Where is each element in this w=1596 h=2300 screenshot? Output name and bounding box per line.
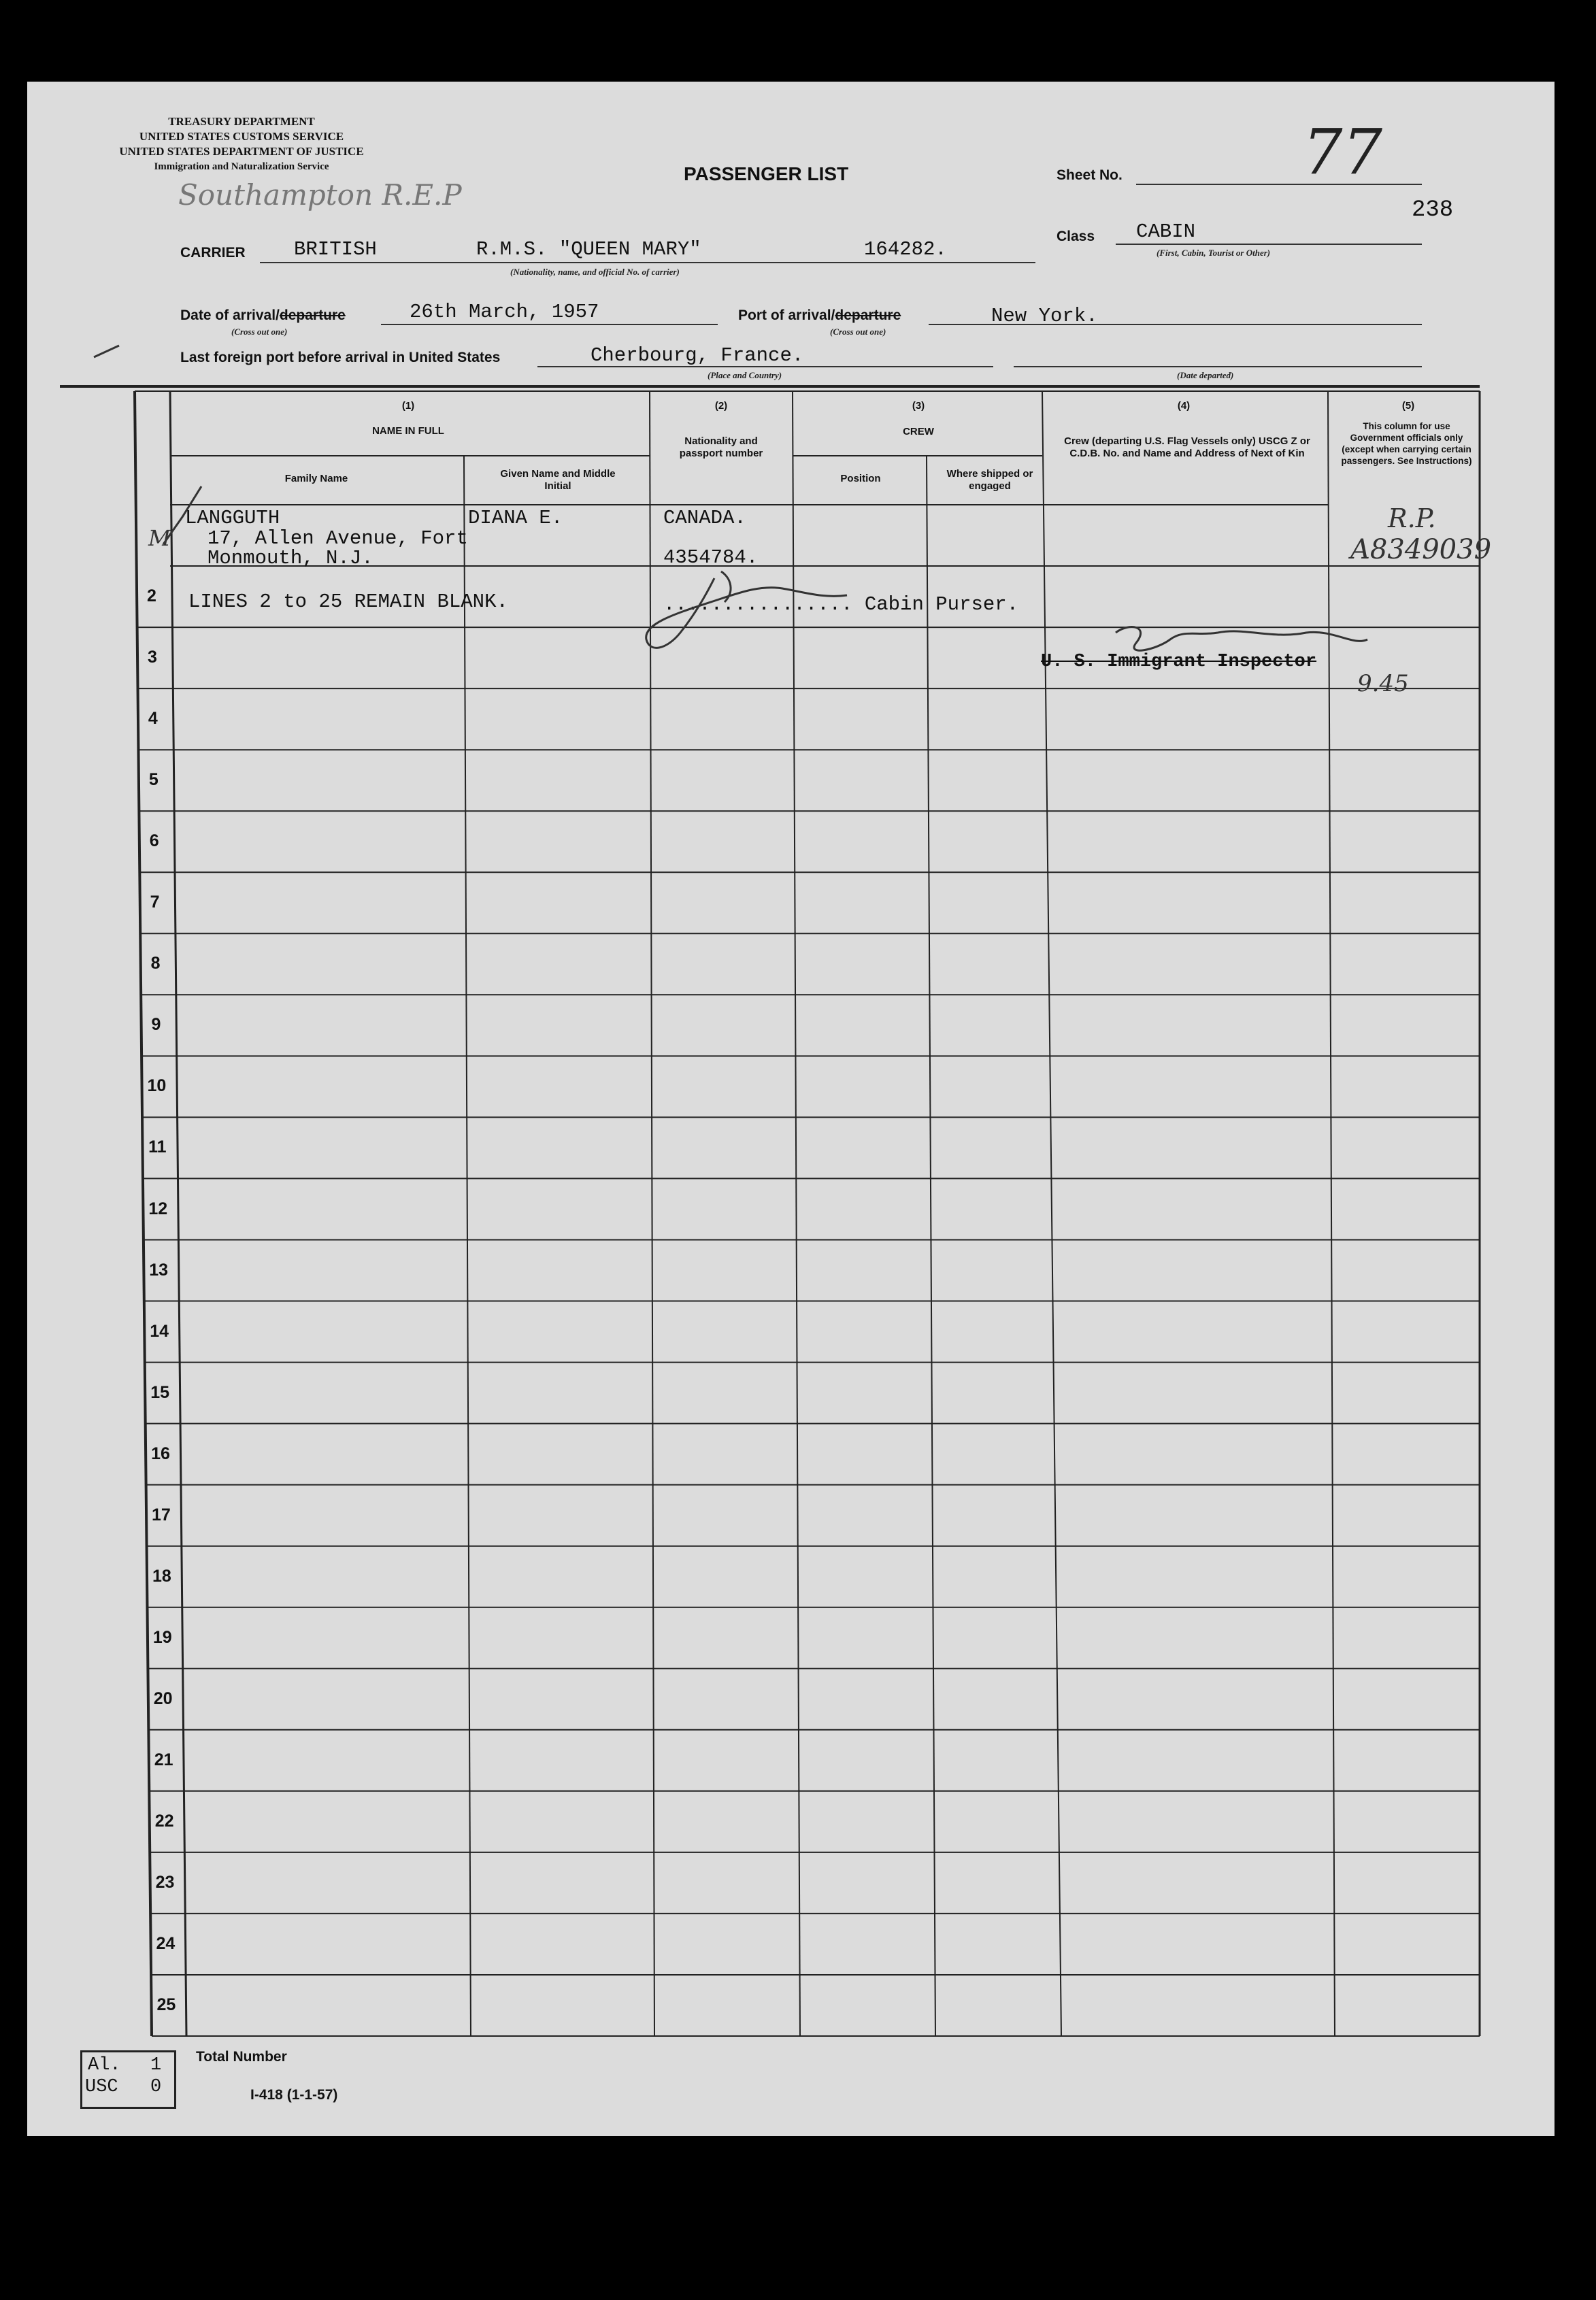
row1-family-name: LANGGUTH	[185, 507, 280, 529]
col3b-header: Where shipped or engaged	[946, 468, 1033, 492]
arrival-date-label: Date of arrival/departure	[180, 307, 346, 323]
dept-line: UNITED STATES DEPARTMENT OF JUSTICE	[119, 145, 364, 158]
last-port-label: Last foreign port before arrival in United States	[180, 350, 501, 365]
row-number: 19	[152, 1627, 172, 1647]
inspector-mark: 9.45	[1357, 670, 1409, 697]
row-number: 17	[151, 1505, 171, 1524]
row-number: 2	[147, 586, 156, 606]
row-number: 3	[147, 648, 157, 667]
col1b-header: Given Name and Middle Initial	[500, 468, 616, 492]
row-number: 13	[149, 1260, 169, 1280]
row1-nationality: CANADA.	[663, 507, 746, 529]
dept-line: UNITED STATES CUSTOMS SERVICE	[139, 130, 344, 143]
carrier-sub: (Nationality, name, and official No. of carrier)	[510, 267, 680, 277]
carrier-nationality: BRITISH	[294, 238, 377, 261]
col2-title: Nationality and passport number	[679, 435, 763, 459]
box-label-usc: USC	[85, 2077, 118, 2097]
row-number: 5	[148, 770, 159, 790]
col2-number: (2)	[714, 400, 728, 412]
row2-text: LINES 2 to 25 REMAIN BLANK.	[188, 590, 508, 613]
row-number: 22	[154, 1811, 174, 1831]
col1-number: (1)	[401, 400, 415, 412]
total-number-label: Total Number	[196, 2049, 287, 2065]
date-departed-sub: (Date departed)	[1177, 370, 1234, 380]
row-number: 4	[148, 709, 158, 729]
total-box	[80, 2050, 176, 2109]
row1-mark: M	[148, 525, 171, 551]
row-number: 21	[154, 1750, 173, 1769]
row1-address-line1: 17, Allen Avenue, Fort	[207, 527, 468, 550]
handwritten-note: Southampton R.E.P	[178, 178, 462, 212]
row-number: 9	[151, 1015, 161, 1035]
sheet-label: Sheet No.	[1057, 167, 1123, 183]
col5-number: (5)	[1401, 400, 1415, 412]
form-number: I-418 (1-1-57)	[250, 2087, 338, 2103]
row-number: 23	[155, 1872, 175, 1892]
dept-line: TREASURY DEPARTMENT	[168, 115, 315, 128]
col3-number: (3)	[912, 400, 925, 412]
row-number: 18	[152, 1566, 171, 1586]
page-title: PASSENGER LIST	[684, 163, 849, 184]
row-number: 24	[156, 1933, 176, 1953]
row-number: 14	[150, 1321, 169, 1341]
row1-gov-code: R.P.	[1388, 503, 1436, 533]
col3a-header: Position	[840, 473, 881, 484]
row-number: 7	[150, 893, 160, 912]
last-port-sub: (Place and Country)	[708, 370, 782, 380]
class-value: CABIN	[1136, 220, 1196, 243]
col4-title: Crew (departing U.S. Flag Vessels only) USCG Z or C.D.B. No. and Name and Address of Next of Kin	[1064, 435, 1310, 459]
last-port: Cherbourg, France.	[591, 344, 804, 367]
sheet-number: 77	[1303, 116, 1383, 188]
arrival-port-sub: (Cross out one)	[830, 327, 886, 337]
row-number: 12	[148, 1199, 168, 1218]
arrival-date-sub: (Cross out one)	[231, 327, 288, 337]
arrival-port-label: Port of arrival/departure	[738, 307, 901, 323]
inspector-label: U. S. Immigrant Inspector	[1041, 652, 1317, 672]
row-number: 25	[156, 1995, 176, 2014]
arrival-port: New York.	[991, 305, 1098, 327]
class-sub: (First, Cabin, Tourist or Other)	[1157, 248, 1271, 258]
carrier-label: CARRIER	[180, 245, 246, 261]
page-number: 238	[1412, 197, 1454, 223]
purser-line: ................ Cabin Purser.	[663, 593, 1019, 616]
carrier-official-no: 164282.	[864, 238, 947, 261]
col5-title: This column for use Government officials only (except when carrying certain passengers. See Instructions)	[1341, 421, 1472, 466]
row1-passport: 4354784.	[663, 546, 759, 569]
row-number: 15	[150, 1382, 169, 1402]
row1-address-line2: Monmouth, N.J.	[207, 547, 373, 569]
row-number: 20	[153, 1688, 173, 1708]
row-number: 8	[150, 954, 161, 973]
col4-number: (4)	[1177, 400, 1191, 412]
box-value-usc: 0	[150, 2077, 162, 2097]
arrival-date: 26th March, 1957	[410, 301, 599, 323]
row-number: 6	[149, 831, 159, 851]
carrier-ship: R.M.S. "QUEEN MARY"	[476, 238, 701, 261]
row1-gov-number: A8349039	[1350, 534, 1492, 565]
box-label-al: Al.	[88, 2055, 121, 2076]
col3-title: CREW	[903, 426, 934, 437]
row-number: 11	[148, 1137, 167, 1157]
class-label: Class	[1057, 229, 1095, 244]
col1-title: NAME IN FULL	[372, 425, 444, 437]
row-number: 16	[151, 1444, 170, 1463]
col1a-header: Family Name	[284, 473, 348, 484]
dept-line: Immigration and Naturalization Service	[154, 161, 329, 172]
box-value-al: 1	[150, 2055, 162, 2076]
row-number: 10	[147, 1076, 167, 1096]
row1-given-name: DIANA E.	[468, 507, 563, 529]
